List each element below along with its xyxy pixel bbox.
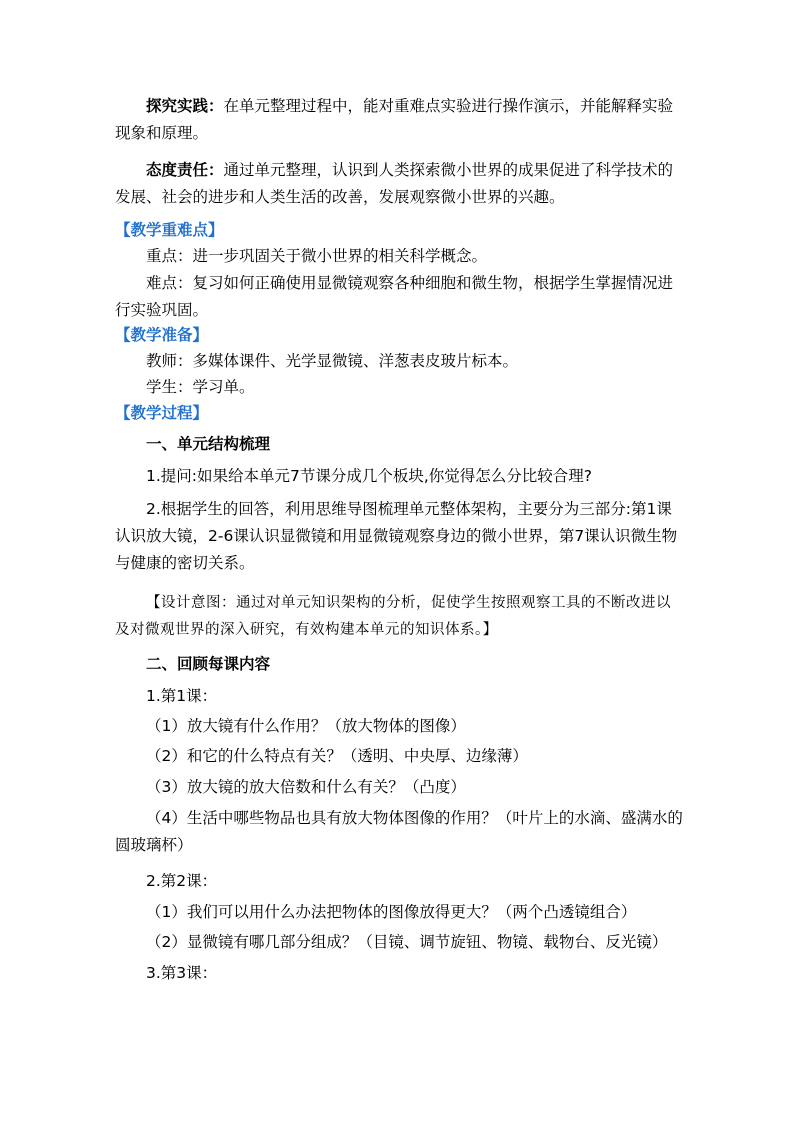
preparation-student: 学生：学习单。 <box>146 378 255 396</box>
lesson-1-question-4: （4）生活中哪些物品也具有放大物体图像的作用？（叶片上的水滴、盛满水的圆玻璃杯） <box>115 809 683 854</box>
goal-attitude <box>115 157 685 211</box>
lesson-1-heading: 1.第1课： <box>146 687 218 705</box>
section-heading-key-points: 【教学重难点】 <box>115 221 224 239</box>
goal-attitude-label: 态度责任： <box>146 161 224 179</box>
lesson-2-question-1: （1）我们可以用什么办法把物体的图像放得更大？（两个凸透镜组合） <box>146 903 637 921</box>
section-heading-preparation: 【教学准备】 <box>115 326 209 344</box>
lesson-1-question-2: （2）和它的什么特点有关？（透明、中央厚、边缘薄） <box>146 747 528 765</box>
process-paragraph-1: 1.提问:如果给本单元7节课分成几个板块,你觉得怎么分比较合理? <box>146 467 593 485</box>
key-point-focus: 重点：进一步巩固关于微小世界的相关科学概念。 <box>146 247 488 265</box>
lesson-1-question-3: （3）放大镜的放大倍数和什么有关？（凸度） <box>146 778 466 796</box>
key-point-difficulty: 难点：复习如何正确使用显微镜观察各种细胞和微生物，根据学生掌握情况进行实验巩固。 <box>115 274 674 319</box>
lesson-2-heading: 2.第2课： <box>146 872 218 890</box>
goal-attitude-text: 通过单元整理，认识到人类探索微小世界的成果促进了科学技术的发展、社会的进步和人类生活的改善，发展观察微小世界的兴趣。 <box>115 161 674 206</box>
goal-practice-text: 在单元整理过程中，能对重难点实验进行操作演示，并能解释实验现象和原理。 <box>115 97 674 142</box>
process-paragraph-2: 2.根据学生的回答，利用思维导图梳理单元整体架构，主要分为三部分:第1课认识放大镜，2-6课认识显微镜和用显微镜观察身边的微小世界，第7课认识微生物与健康的密切关系。 <box>115 500 678 572</box>
lesson-2-question-2: （2）显微镜有哪几部分组成？（目镜、调节旋钮、物镜、载物台、反光镜） <box>146 933 668 951</box>
preparation-teacher: 教师：多媒体课件、光学显微镜、洋葱表皮玻片标本。 <box>146 352 519 370</box>
goal-practice-label: 探究实践： <box>146 97 224 115</box>
part2-title: 二、回顾每课内容 <box>146 655 271 673</box>
part1-title: 一、单元结构梳理 <box>146 435 271 453</box>
lesson-1-question-1: （1）放大镜有什么作用？（放大物体的图像） <box>146 717 466 735</box>
section-heading-process: 【教学过程】 <box>115 404 209 422</box>
lesson-3-heading: 3.第3课： <box>146 964 218 982</box>
goal-practice <box>115 93 685 147</box>
design-intent: 【设计意图：通过对单元知识架构的分析，促使学生按照观察工具的不断改进以及对微观世界的深入研究，有效构建本单元的知识体系。】 <box>115 595 671 638</box>
